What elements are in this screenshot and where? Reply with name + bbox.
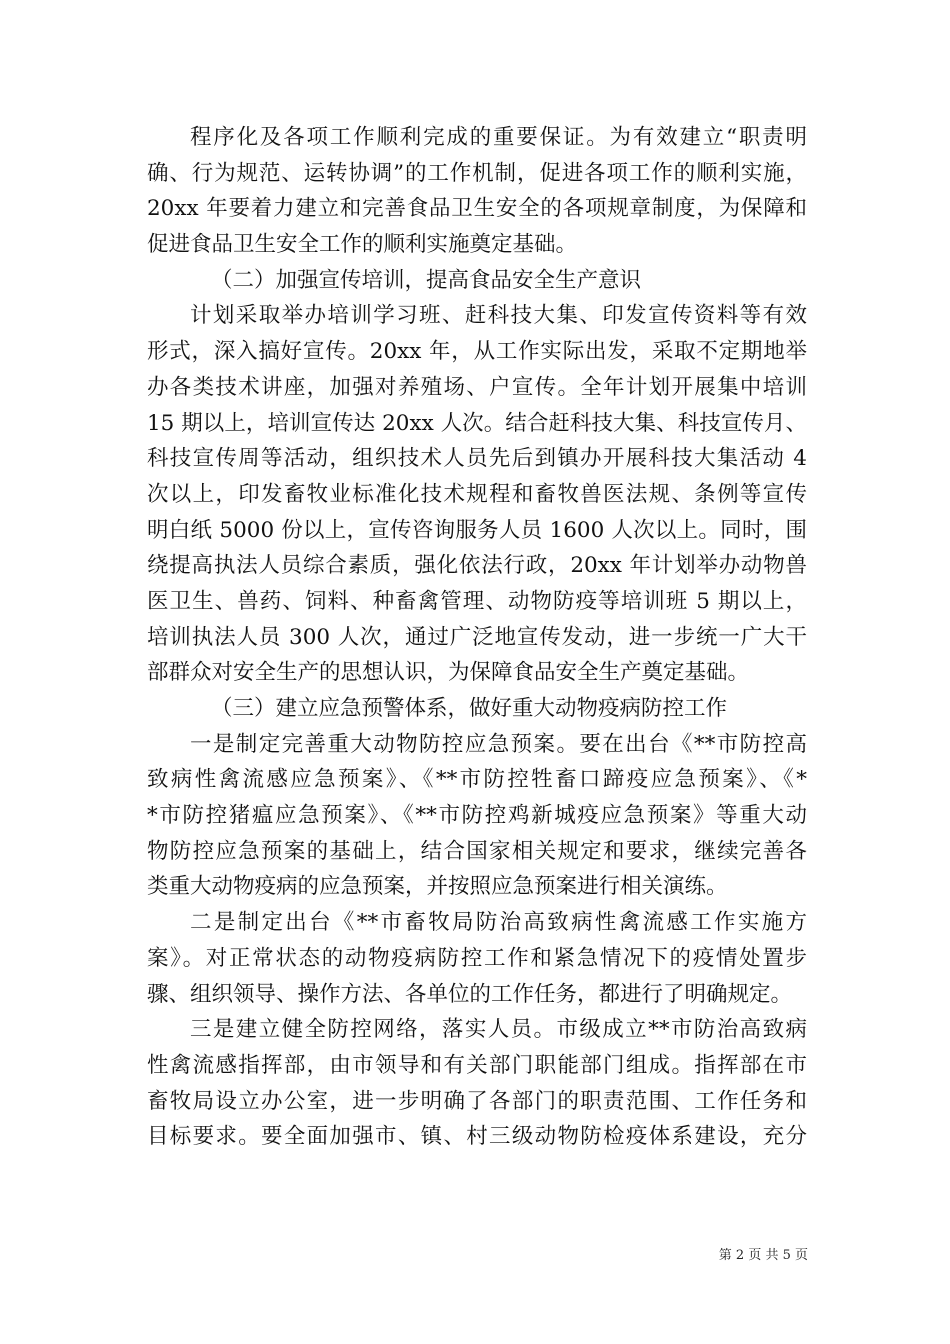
text-line: 骤、组织领导、操作方法、各单位的工作任务，都进行了明确规定。 (147, 981, 793, 1007)
text-line: 培训执法人员 300 人次，通过广泛地宣传发动，进一步统一广大干 (147, 624, 807, 650)
text-line: 目标要求。要全面加强市、镇、村三级动物防检疫体系建设，充分 (147, 1124, 807, 1150)
text-line: 畜牧局设立办公室，进一步明确了各部门的职责范围、工作任务和 (147, 1088, 807, 1114)
text-line: 计划采取举办培训学习班、赶科技大集、印发宣传资料等有效 (190, 303, 807, 329)
text-line: 致病性禽流感应急预案》、《**市防控牲畜口蹄疫应急预案》、《* (147, 767, 807, 793)
section-heading: （二）加强宣传培训，提高食品安全生产意识 (211, 267, 642, 293)
text-line: 绕提高执法人员综合素质，强化依法行政，20xx 年计划举办动物兽 (147, 553, 807, 579)
text-line: 三是建立健全防控网络，落实人员。市级成立**市防治高致病 (190, 1017, 807, 1043)
text-line: 部群众对安全生产的思想认识，为保障食品安全生产奠定基础。 (147, 660, 750, 686)
text-line: 医卫生、兽药、饲料、种畜禽管理、动物防疫等培训班 5 期以上， (147, 588, 807, 614)
text-line: 次以上，印发畜牧业标准化技术规程和畜牧兽医法规、条例等宣传 (147, 481, 807, 507)
text-line: *市防控猪瘟应急预案》、《**市防控鸡新城疫应急预案》等重大动 (147, 803, 807, 829)
text-line: 一是制定完善重大动物防控应急预案。要在出台《**市防控高 (190, 731, 807, 757)
body-text (147, 120, 807, 1155)
text-line: 程序化及各项工作顺利完成的重要保证。为有效建立“职责明 (190, 125, 807, 150)
text-line: 二是制定出台《**市畜牧局防治高致病性禽流感工作实施方 (190, 910, 807, 936)
text-line: 案》。对正常状态的动物疫病防控工作和紧急情况下的疫情处置步 (147, 945, 807, 971)
text-line: 科技宣传周等活动，组织技术人员先后到镇办开展科技大集活动 4 (147, 446, 807, 472)
text-line: 确、行为规范、运转协调”的工作机制，促进各项工作的顺利实施， (147, 160, 807, 186)
text-line: 性禽流感指挥部，由市领导和有关部门职能部门组成。指挥部在市 (147, 1052, 807, 1078)
text-line: 类重大动物疫病的应急预案，并按照应急预案进行相关演练。 (147, 874, 728, 900)
text-line: 促进食品卫生安全工作的顺利实施奠定基础。 (147, 232, 578, 258)
text-line: 物防控应急预案的基础上，结合国家相关规定和要求，继续完善各 (147, 838, 807, 864)
text-line: 20xx 年要着力建立和完善食品卫生安全的各项规章制度，为保障和 (147, 196, 807, 222)
page-number: 第 2 页 共 5 页 (718, 1248, 808, 1263)
section-heading: （三）建立应急预警体系，做好重大动物疫病防控工作 (211, 696, 728, 721)
text-line: 明白纸 5000 份以上，宣传咨询服务人员 1600 人次以上。同时，围 (147, 517, 807, 543)
text-line: 办各类技术讲座，加强对养殖场、户宣传。全年计划开展集中培训 (147, 374, 807, 400)
text-line: 15 期以上，培训宣传达 20xx 人次。结合赶科技大集、科技宣传月、 (147, 410, 807, 436)
text-line: 形式，深入搞好宣传。20xx 年，从工作实际出发，采取不定期地举 (147, 339, 807, 365)
